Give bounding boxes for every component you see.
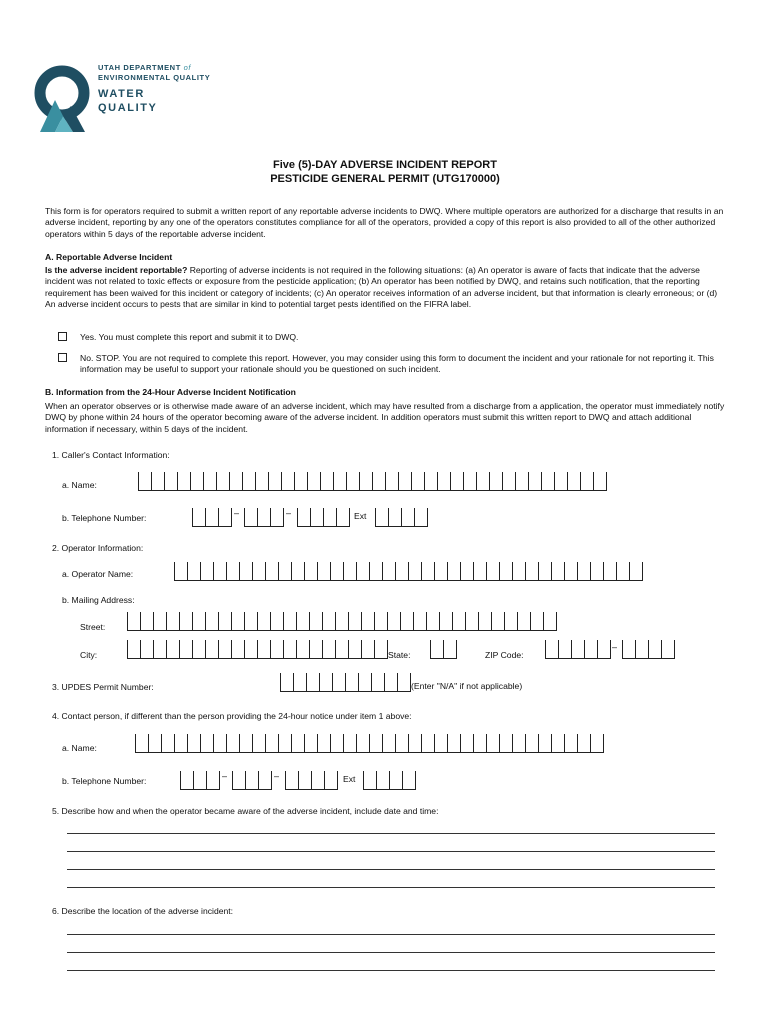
comb-cell[interactable] (205, 508, 218, 527)
comb-cell[interactable] (291, 562, 304, 581)
comb-cell[interactable] (486, 562, 499, 581)
comb-cell[interactable] (577, 562, 590, 581)
no-checkbox[interactable] (58, 353, 67, 362)
comb-cell[interactable] (543, 612, 557, 631)
comb-cell[interactable] (437, 472, 450, 491)
comb-cell[interactable] (541, 472, 554, 491)
comb-cell[interactable] (213, 562, 226, 581)
comb-cell[interactable] (369, 734, 382, 753)
report-title-line2: PESTICIDE GENERAL PERMIT (UTG170000) (270, 173, 500, 185)
comb-cell[interactable] (242, 472, 255, 491)
item6-answer-line-2[interactable] (67, 952, 715, 953)
item5-label: 5. Describe how and when the operator became aware of the adverse incident, include date and time: (52, 806, 439, 816)
item5-answer-line-3[interactable] (67, 869, 715, 870)
comb-cell[interactable] (525, 562, 538, 581)
comb-cell[interactable] (465, 612, 478, 631)
item3-label: 3. UPDES Permit Number: (52, 682, 154, 692)
comb-cell[interactable] (127, 640, 140, 659)
yes-checkbox[interactable] (58, 332, 67, 341)
item5-answer-line-1[interactable] (67, 833, 715, 834)
caller-phone-label: b. Telephone Number: (62, 513, 147, 523)
comb-cell[interactable] (174, 734, 187, 753)
comb-cell[interactable] (310, 508, 323, 527)
comb-cell[interactable] (424, 472, 437, 491)
comb-cell[interactable] (358, 673, 371, 692)
comb-cell[interactable] (414, 508, 428, 527)
comb-cell[interactable] (400, 612, 413, 631)
logo-line-water: WATER (98, 88, 145, 100)
comb-cell[interactable] (265, 562, 278, 581)
comb-cell[interactable] (593, 472, 607, 491)
comb-cell[interactable] (525, 734, 538, 753)
comb-cell[interactable] (205, 640, 218, 659)
comb-cell[interactable] (502, 472, 515, 491)
comb-cell[interactable] (127, 612, 140, 631)
comb-cell[interactable] (382, 734, 395, 753)
comb-cell[interactable] (395, 562, 408, 581)
comb-cell[interactable] (218, 640, 231, 659)
na-note: (Enter "N/A" if not applicable) (411, 681, 523, 691)
section-a-question: Is the adverse incident reportable? (45, 265, 188, 275)
comb-cell[interactable] (283, 612, 296, 631)
comb-cell[interactable] (580, 472, 593, 491)
comb-cell[interactable] (395, 734, 408, 753)
comb-cell[interactable] (622, 640, 635, 659)
comb-cell[interactable] (268, 472, 281, 491)
comb-cell[interactable] (348, 612, 361, 631)
comb-cell[interactable] (356, 562, 369, 581)
comb-cell[interactable] (244, 612, 257, 631)
comb-cell[interactable] (216, 472, 229, 491)
comb-cell[interactable] (590, 734, 604, 753)
comb-cell[interactable] (447, 562, 460, 581)
comb-cell[interactable] (166, 612, 179, 631)
comb-cell[interactable] (232, 771, 245, 790)
comb-cell[interactable] (385, 472, 398, 491)
comb-cell[interactable] (389, 771, 402, 790)
comb-cell[interactable] (291, 734, 304, 753)
comb-cell[interactable] (177, 472, 190, 491)
comb-cell[interactable] (411, 472, 424, 491)
comb-cell[interactable] (298, 771, 311, 790)
comb-cell[interactable] (280, 673, 293, 692)
comb-cell[interactable] (421, 562, 434, 581)
comb-cell[interactable] (206, 771, 220, 790)
comb-cell[interactable] (473, 734, 486, 753)
comb-cell[interactable] (332, 673, 345, 692)
comb-cell[interactable] (382, 562, 395, 581)
comb-cell[interactable] (213, 734, 226, 753)
state-field[interactable] (430, 640, 457, 659)
comb-cell[interactable] (138, 472, 151, 491)
comb-cell[interactable] (285, 771, 298, 790)
comb-cell[interactable] (363, 771, 376, 790)
comb-cell[interactable] (590, 562, 603, 581)
comb-cell[interactable] (252, 562, 265, 581)
comb-cell[interactable] (369, 562, 382, 581)
comb-cell[interactable] (564, 562, 577, 581)
contact-phone-dash-1: – (222, 771, 228, 781)
logo-line-env: ENVIRONMENTAL QUALITY (98, 73, 211, 82)
comb-cell[interactable] (258, 771, 272, 790)
comb-cell[interactable] (388, 508, 401, 527)
contact-name-field[interactable] (135, 734, 604, 753)
comb-cell[interactable] (577, 734, 590, 753)
section-a-text: Reporting of adverse incidents is not required in the following situations: (a) An operator is aware of facts that indicate that the adverse incident was not related to toxic effects or exposure from the pesticide application; (b) An operator has been notified by DWQ, and retains such notification, that the reporting requirement has been waived for this incident or category of incidents; (c) An operator receives information of an adverse incident, but that information is clearly erroneous; or (d) An adverse incident occurs to pests that are similar in kind to potential target pests identified on the FIFRA label. (45, 265, 718, 310)
comb-cell[interactable] (297, 508, 310, 527)
comb-cell[interactable] (375, 508, 388, 527)
comb-cell[interactable] (270, 640, 283, 659)
comb-cell[interactable] (346, 472, 359, 491)
comb-cell[interactable] (512, 734, 525, 753)
comb-cell[interactable] (265, 734, 278, 753)
city-field[interactable] (127, 640, 388, 659)
caller-phone-area-field[interactable] (192, 508, 232, 527)
comb-cell[interactable] (473, 562, 486, 581)
comb-cell[interactable] (558, 640, 571, 659)
comb-cell[interactable] (187, 734, 200, 753)
item6-answer-line-3[interactable] (67, 970, 715, 971)
comb-cell[interactable] (434, 734, 447, 753)
comb-cell[interactable] (296, 640, 309, 659)
comb-cell[interactable] (616, 562, 629, 581)
contact-ext-label: Ext (343, 774, 356, 784)
comb-cell[interactable] (231, 640, 244, 659)
comb-cell[interactable] (463, 472, 476, 491)
comb-cell[interactable] (270, 508, 284, 527)
comb-cell[interactable] (402, 771, 416, 790)
comb-cell[interactable] (384, 673, 397, 692)
contact-phone-area-field[interactable] (180, 771, 220, 790)
caller-name-field[interactable] (138, 472, 607, 491)
comb-cell[interactable] (270, 612, 283, 631)
comb-cell[interactable] (330, 734, 343, 753)
comb-cell[interactable] (359, 472, 372, 491)
comb-cell[interactable] (192, 508, 205, 527)
comb-cell[interactable] (460, 734, 473, 753)
comb-cell[interactable] (512, 562, 525, 581)
comb-cell[interactable] (564, 734, 577, 753)
comb-cell[interactable] (345, 673, 358, 692)
comb-cell[interactable] (190, 472, 203, 491)
comb-cell[interactable] (648, 640, 661, 659)
comb-cell[interactable] (361, 612, 374, 631)
comb-cell[interactable] (439, 612, 452, 631)
zip-label: ZIP Code: (485, 650, 524, 660)
comb-cell[interactable] (443, 640, 457, 659)
comb-cell[interactable] (179, 612, 192, 631)
comb-cell[interactable] (229, 472, 242, 491)
comb-cell[interactable] (374, 640, 388, 659)
operator-name-field[interactable] (174, 562, 643, 581)
comb-cell[interactable] (376, 771, 389, 790)
state-label: State: (388, 650, 411, 660)
comb-cell[interactable] (434, 562, 447, 581)
comb-cell[interactable] (174, 562, 187, 581)
comb-cell[interactable] (231, 612, 244, 631)
comb-cell[interactable] (257, 640, 270, 659)
comb-cell[interactable] (413, 612, 426, 631)
comb-cell[interactable] (361, 640, 374, 659)
comb-cell[interactable] (281, 472, 294, 491)
section-a-body (45, 265, 725, 311)
comb-cell[interactable] (421, 734, 434, 753)
no-option-label: No. STOP. You are not required to complete this report. However, you may consider using this form to document the incident and your rationale for not reporting it. This information may be useful to support your rationale should you be questioned on such incident. (80, 353, 714, 375)
section-a-heading: A. Reportable Adverse Incident (45, 252, 173, 262)
comb-cell[interactable] (499, 562, 512, 581)
comb-cell[interactable] (140, 612, 153, 631)
comb-cell[interactable] (343, 734, 356, 753)
caller-ext-field[interactable] (375, 508, 428, 527)
comb-cell[interactable] (504, 612, 517, 631)
comb-cell[interactable] (255, 472, 268, 491)
comb-cell[interactable] (450, 472, 463, 491)
comb-cell[interactable] (387, 612, 400, 631)
comb-cell[interactable] (245, 771, 258, 790)
comb-cell[interactable] (304, 734, 317, 753)
comb-cell[interactable] (499, 734, 512, 753)
comb-cell[interactable] (317, 734, 330, 753)
comb-cell[interactable] (343, 562, 356, 581)
updes-permit-field[interactable] (280, 673, 411, 692)
yes-option-label: Yes. You must complete this report and submit it to DWQ. (80, 332, 299, 342)
comb-cell[interactable] (307, 472, 320, 491)
comb-cell[interactable] (551, 734, 564, 753)
comb-cell[interactable] (140, 640, 153, 659)
comb-cell[interactable] (336, 508, 350, 527)
comb-cell[interactable] (153, 612, 166, 631)
comb-cell[interactable] (135, 734, 148, 753)
contact-phone-prefix-field[interactable] (232, 771, 272, 790)
comb-cell[interactable] (491, 612, 504, 631)
comb-cell[interactable] (545, 640, 558, 659)
comb-cell[interactable] (408, 734, 421, 753)
comb-cell[interactable] (401, 508, 414, 527)
comb-cell[interactable] (193, 771, 206, 790)
comb-cell[interactable] (309, 612, 322, 631)
caller-phone-line-field[interactable] (297, 508, 350, 527)
section-b-body: When an operator observes or is otherwise made aware of an adverse incident, which may have resulted from a discharge from a application, the operator must immediately notify DWQ by phone within 24 hours of the operator becoming aware of the adverse incident. In addition operators must submit this written report to DWQ and attach additional information if necessary, within 5 days of the incident. (45, 401, 725, 434)
comb-cell[interactable] (218, 508, 232, 527)
comb-cell[interactable] (460, 562, 473, 581)
comb-cell[interactable] (244, 508, 257, 527)
comb-cell[interactable] (192, 612, 205, 631)
comb-cell[interactable] (324, 771, 338, 790)
comb-cell[interactable] (187, 562, 200, 581)
comb-cell[interactable] (226, 562, 239, 581)
comb-cell[interactable] (239, 562, 252, 581)
comb-cell[interactable] (205, 612, 218, 631)
comb-cell[interactable] (603, 562, 616, 581)
city-label: City: (80, 650, 98, 660)
comb-cell[interactable] (371, 673, 384, 692)
comb-cell[interactable] (153, 640, 166, 659)
comb-cell[interactable] (538, 734, 551, 753)
comb-cell[interactable] (293, 673, 306, 692)
comb-cell[interactable] (476, 472, 489, 491)
comb-cell[interactable] (322, 640, 335, 659)
intro-paragraph: This form is for operators required to submit a written report of any reportable adverse incidents to DWQ. Where multiple operators are authorized for a discharge that results in an adverse incident, reporting by any one of the operators constitutes compliance for all of the operators, provided a copy of this report is also provided to all of the other authorized operators within 5 days of the reportable adverse incident. (45, 206, 724, 239)
comb-cell[interactable] (398, 472, 411, 491)
comb-cell[interactable] (333, 472, 346, 491)
comb-cell[interactable] (161, 734, 174, 753)
comb-cell[interactable] (571, 640, 584, 659)
caller-ext-label: Ext (354, 511, 367, 521)
comb-cell[interactable] (372, 472, 385, 491)
comb-cell[interactable] (304, 562, 317, 581)
caller-phone-prefix-field[interactable] (244, 508, 284, 527)
comb-cell[interactable] (335, 640, 348, 659)
comb-cell[interactable] (218, 612, 231, 631)
zip-field[interactable] (545, 640, 611, 659)
comb-cell[interactable] (330, 562, 343, 581)
comb-cell[interactable] (226, 734, 239, 753)
comb-cell[interactable] (283, 640, 296, 659)
comb-cell[interactable] (430, 640, 443, 659)
comb-cell[interactable] (517, 612, 530, 631)
comb-cell[interactable] (257, 508, 270, 527)
comb-cell[interactable] (278, 562, 291, 581)
comb-cell[interactable] (317, 562, 330, 581)
comb-cell[interactable] (200, 562, 213, 581)
comb-cell[interactable] (635, 640, 648, 659)
comb-cell[interactable] (319, 673, 332, 692)
item6-answer-line-1[interactable] (67, 934, 715, 935)
section-b-heading: B. Information from the 24-Hour Adverse Incident Notification (45, 387, 296, 397)
comb-cell[interactable] (311, 771, 324, 790)
comb-cell[interactable] (489, 472, 502, 491)
comb-cell[interactable] (309, 640, 322, 659)
operator-name-label: a. Operator Name: (62, 569, 134, 579)
comb-cell[interactable] (486, 734, 499, 753)
comb-cell[interactable] (374, 612, 387, 631)
item6-label: 6. Describe the location of the adverse incident: (52, 906, 234, 916)
comb-cell[interactable] (148, 734, 161, 753)
comb-cell[interactable] (447, 734, 460, 753)
zip-dash: – (612, 642, 618, 652)
item5-answer-line-4[interactable] (67, 887, 715, 888)
street-label: Street: (80, 622, 106, 632)
comb-cell[interactable] (278, 734, 291, 753)
logo-line-utah: UTAH DEPARTMENT (98, 63, 181, 72)
contact-phone-label: b. Telephone Number: (62, 776, 147, 786)
item5-answer-line-2[interactable] (67, 851, 715, 852)
comb-cell[interactable] (661, 640, 675, 659)
comb-cell[interactable] (151, 472, 164, 491)
comb-cell[interactable] (257, 612, 270, 631)
comb-cell[interactable] (179, 640, 192, 659)
caller-phone-dash-2: – (286, 508, 292, 518)
comb-cell[interactable] (452, 612, 465, 631)
report-title-line1: Five (5)-DAY ADVERSE INCIDENT REPORT (273, 159, 497, 171)
caller-phone-dash-1: – (234, 508, 240, 518)
logo-line-quality: QUALITY (98, 102, 158, 114)
deq-logo-mark-icon (33, 60, 93, 136)
contact-ext-field[interactable] (363, 771, 416, 790)
comb-cell[interactable] (426, 612, 439, 631)
contact-phone-line-field[interactable] (285, 771, 338, 790)
caller-name-label: a. Name: (62, 480, 97, 490)
comb-cell[interactable] (239, 734, 252, 753)
comb-cell[interactable] (252, 734, 265, 753)
comb-cell[interactable] (320, 472, 333, 491)
comb-cell[interactable] (538, 562, 551, 581)
item2-label: 2. Operator Information: (52, 543, 144, 553)
logo-of: of (183, 63, 192, 72)
comb-cell[interactable] (551, 562, 564, 581)
comb-cell[interactable] (597, 640, 611, 659)
comb-cell[interactable] (348, 640, 361, 659)
comb-cell[interactable] (554, 472, 567, 491)
contact-name-label: a. Name: (62, 743, 97, 753)
zip-ext-field[interactable] (622, 640, 675, 659)
comb-cell[interactable] (629, 562, 643, 581)
comb-cell[interactable] (323, 508, 336, 527)
comb-cell[interactable] (356, 734, 369, 753)
comb-cell[interactable] (294, 472, 307, 491)
street-field[interactable] (127, 612, 557, 631)
item4-label: 4. Contact person, if different than the person providing the 24-hour notice under item 1 above: (52, 711, 412, 721)
comb-cell[interactable] (200, 734, 213, 753)
comb-cell[interactable] (335, 612, 348, 631)
comb-cell[interactable] (478, 612, 491, 631)
comb-cell[interactable] (515, 472, 528, 491)
comb-cell[interactable] (180, 771, 193, 790)
comb-cell[interactable] (166, 640, 179, 659)
comb-cell[interactable] (584, 640, 597, 659)
comb-cell[interactable] (408, 562, 421, 581)
comb-cell[interactable] (322, 612, 335, 631)
mailing-address-label: b. Mailing Address: (62, 595, 135, 605)
logo (33, 60, 233, 136)
comb-cell[interactable] (164, 472, 177, 491)
comb-cell[interactable] (530, 612, 543, 631)
comb-cell[interactable] (244, 640, 257, 659)
comb-cell[interactable] (296, 612, 309, 631)
contact-phone-dash-2: – (274, 771, 280, 781)
comb-cell[interactable] (306, 673, 319, 692)
comb-cell[interactable] (397, 673, 411, 692)
comb-cell[interactable] (528, 472, 541, 491)
comb-cell[interactable] (567, 472, 580, 491)
comb-cell[interactable] (203, 472, 216, 491)
comb-cell[interactable] (192, 640, 205, 659)
item1-label: 1. Caller's Contact Information: (52, 450, 170, 460)
